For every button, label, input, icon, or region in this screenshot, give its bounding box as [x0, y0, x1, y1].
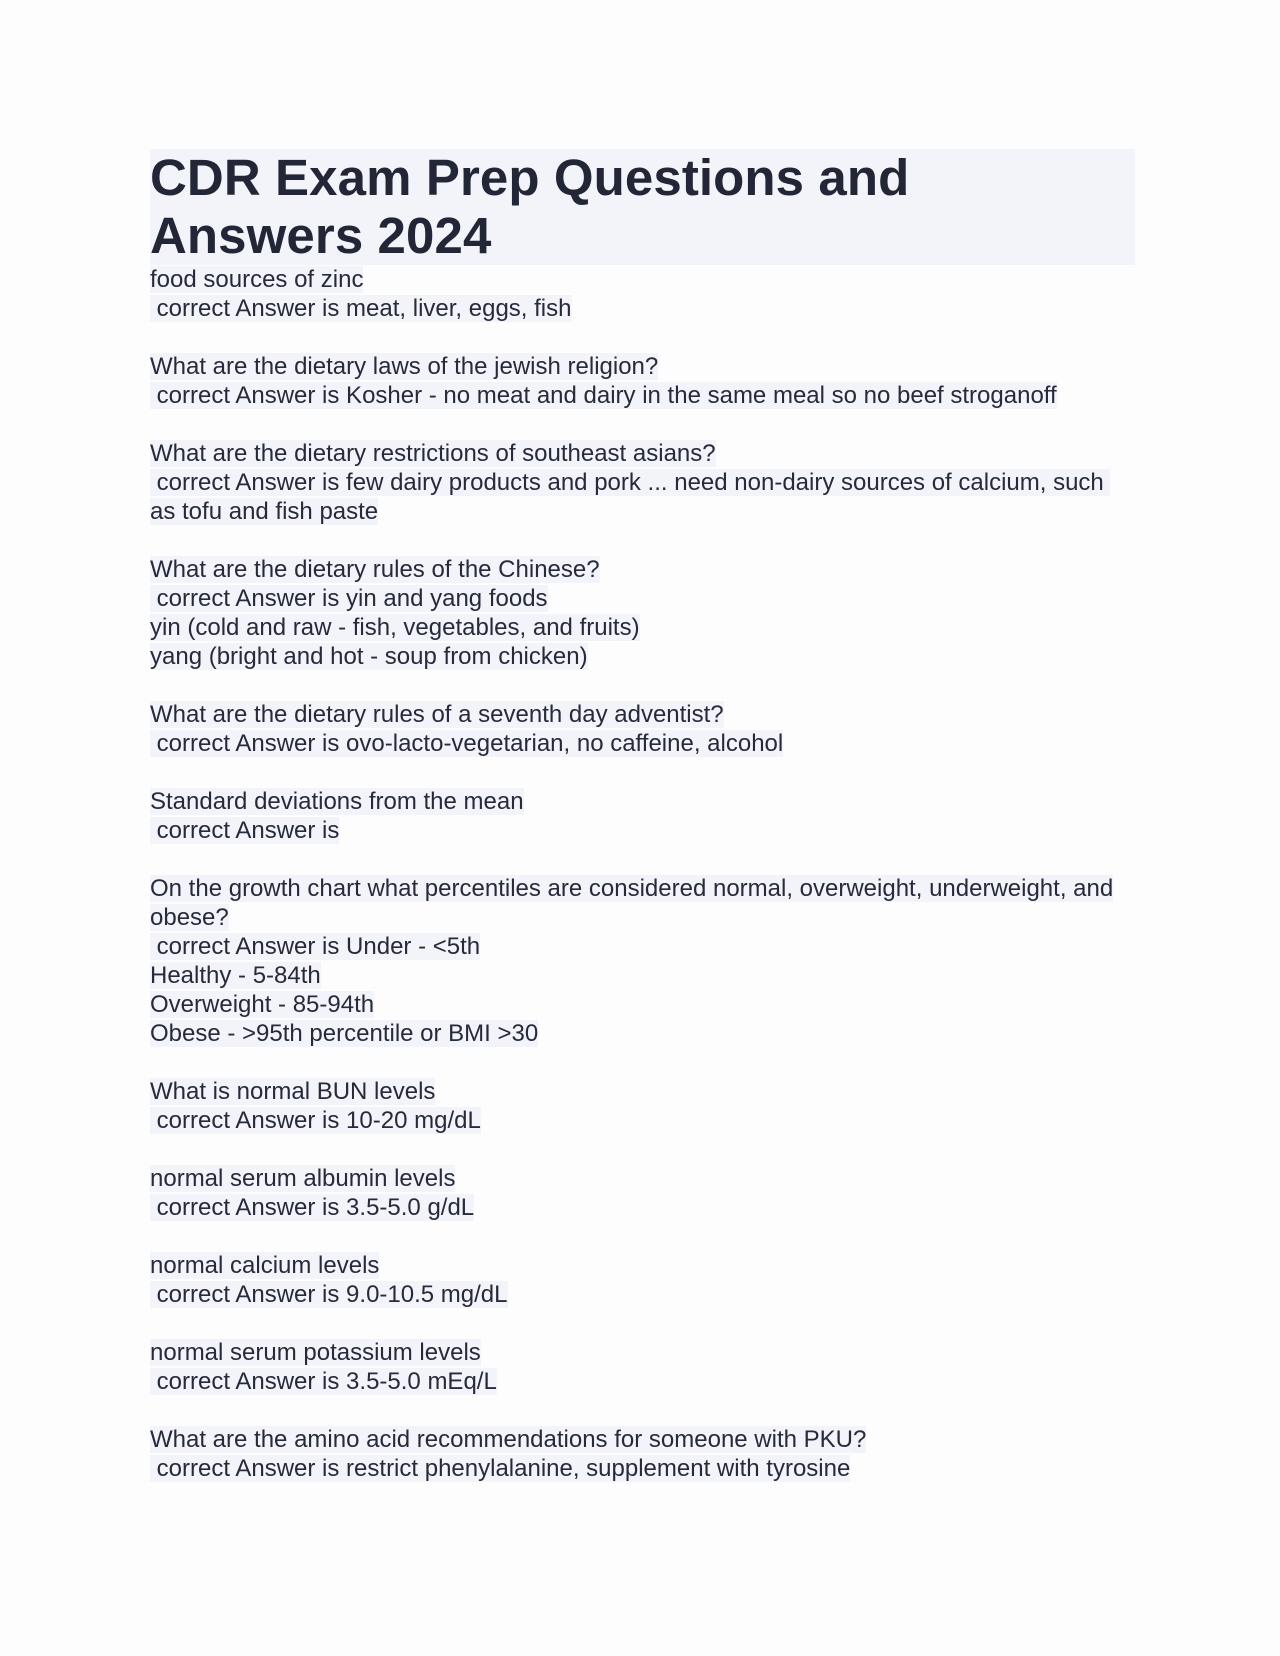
question-text: What are the amino acid recommendations for someone with PKU?: [150, 1426, 867, 1453]
qa-item: [150, 787, 1135, 845]
qa-item: [150, 1338, 1135, 1396]
answer-text: correct Answer is yin and yang foods: [150, 585, 548, 612]
answer-text: correct Answer is Under - <5th: [150, 933, 481, 960]
answer-text: correct Answer is 3.5-5.0 g/dL: [150, 1194, 475, 1221]
qa-item: [150, 1425, 1135, 1483]
qa-list: [150, 265, 1135, 1483]
qa-item: [150, 1164, 1135, 1222]
question-text: What are the dietary rules of the Chinese?: [150, 556, 600, 583]
question-text: food sources of zinc: [150, 266, 364, 293]
answer-text: correct Answer is Kosher - no meat and dairy in the same meal so no beef stroganoff: [150, 382, 1057, 409]
document-content: [150, 149, 1135, 1512]
qa-item: [150, 439, 1135, 526]
answer-text: correct Answer is: [150, 817, 340, 844]
qa-item: [150, 1251, 1135, 1309]
answer-text: correct Answer is restrict phenylalanine, supplement with tyrosine: [150, 1455, 851, 1482]
qa-item: [150, 352, 1135, 410]
question-text: On the growth chart what percentiles are considered normal, overweight, underweight, and obese?: [150, 875, 1114, 931]
answer-detail-line: Obese - >95th percentile or BMI >30: [150, 1020, 539, 1047]
answer-text: correct Answer is meat, liver, eggs, fish: [150, 295, 572, 322]
answer-text: correct Answer is 9.0-10.5 mg/dL: [150, 1281, 508, 1308]
answer-text: correct Answer is 10-20 mg/dL: [150, 1107, 481, 1134]
answer-text: correct Answer is 3.5-5.0 mEq/L: [150, 1368, 497, 1395]
question-text: What are the dietary laws of the jewish religion?: [150, 353, 659, 380]
answer-text: correct Answer is few dairy products and pork ... need non-dairy sources of calcium, such as tofu and fish paste: [150, 469, 1111, 525]
qa-item: [150, 265, 1135, 323]
question-text: What is normal BUN levels: [150, 1078, 436, 1105]
question-text: What are the dietary rules of a seventh day adventist?: [150, 701, 724, 728]
question-text: normal serum albumin levels: [150, 1165, 456, 1192]
question-text: normal calcium levels: [150, 1252, 380, 1279]
question-text: normal serum potassium levels: [150, 1339, 481, 1366]
answer-detail-line: Healthy - 5-84th: [150, 962, 321, 989]
answer-text: correct Answer is ovo-lacto-vegetarian, no caffeine, alcohol: [150, 730, 784, 757]
question-text: Standard deviations from the mean: [150, 788, 524, 815]
document-title: CDR Exam Prep Questions and Answers 2024: [150, 149, 1135, 265]
answer-detail-line: yin (cold and raw - fish, vegetables, and fruits): [150, 614, 640, 641]
qa-item: [150, 555, 1135, 671]
qa-item: [150, 874, 1135, 1048]
answer-detail-line: yang (bright and hot - soup from chicken): [150, 643, 588, 670]
qa-item: [150, 1077, 1135, 1135]
answer-detail-line: Overweight - 85-94th: [150, 991, 375, 1018]
qa-item: [150, 700, 1135, 758]
question-text: What are the dietary restrictions of southeast asians?: [150, 440, 716, 467]
